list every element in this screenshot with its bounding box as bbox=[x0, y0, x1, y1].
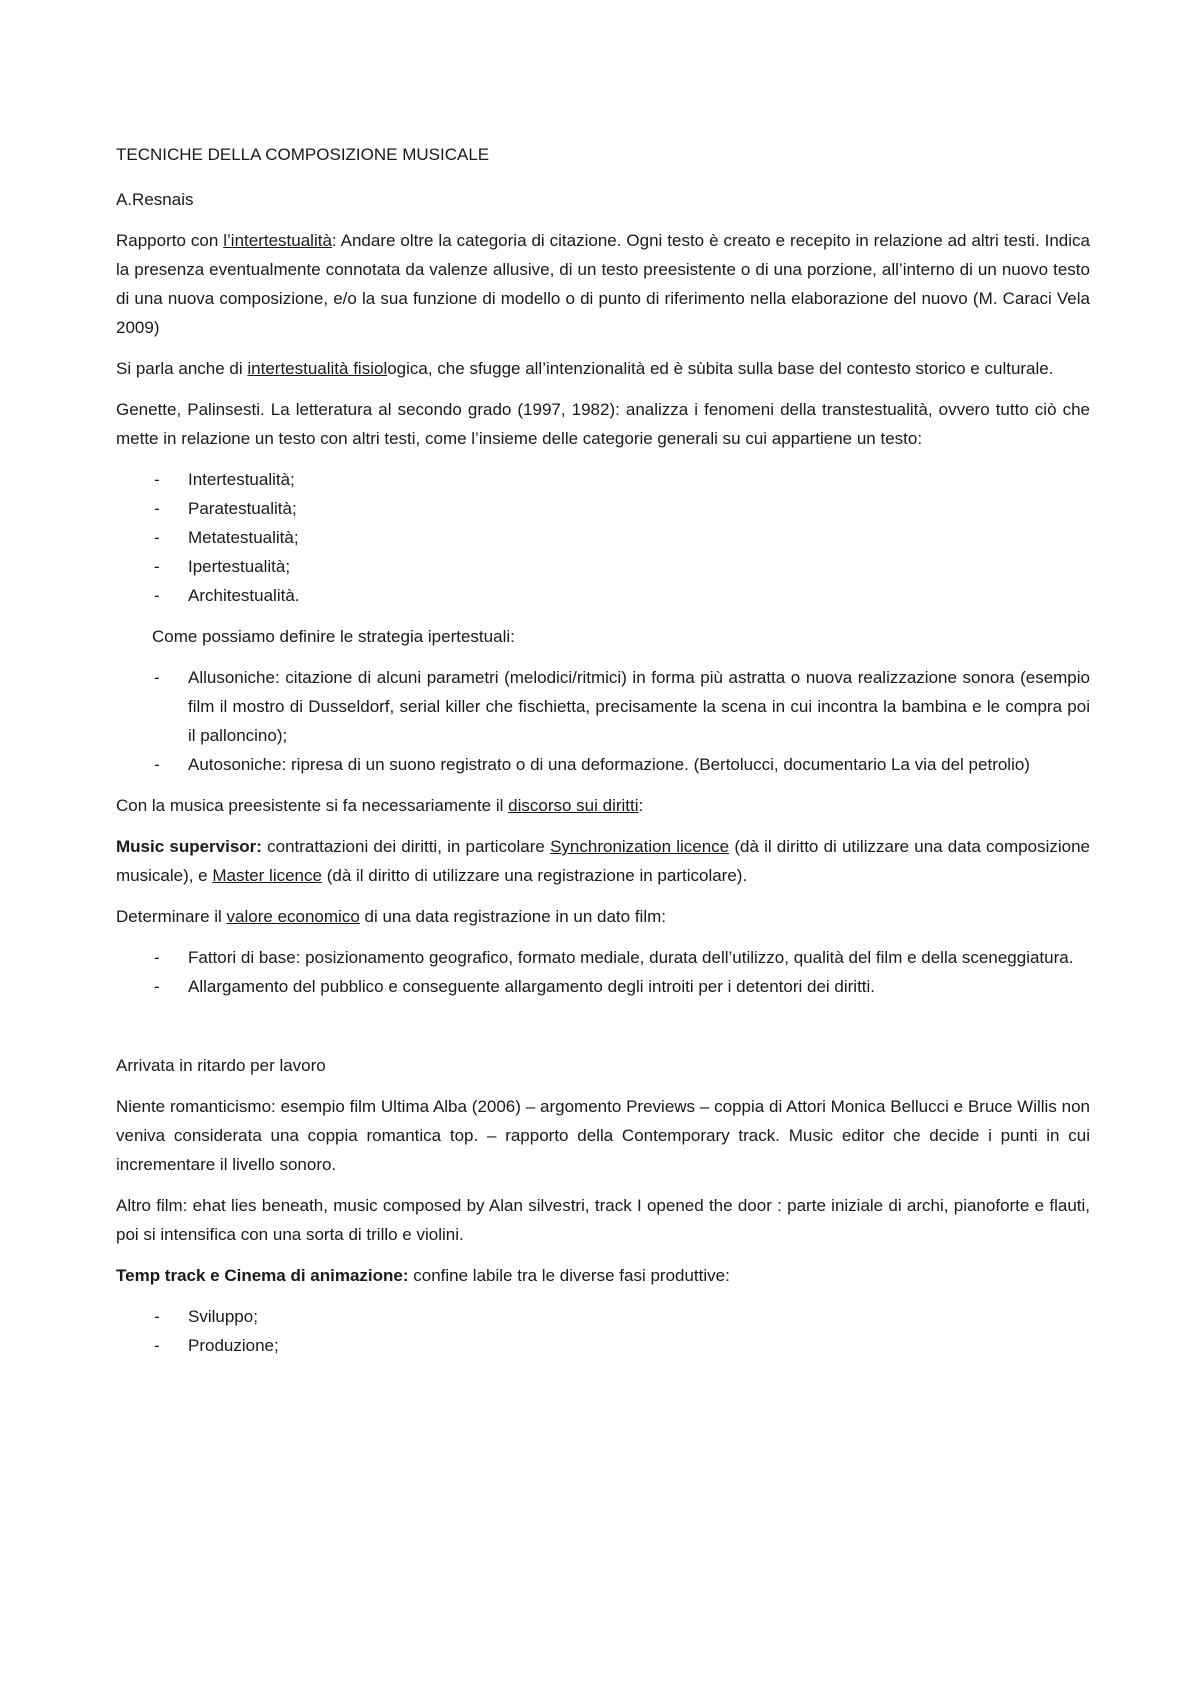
paragraph-late-note: Arrivata in ritardo per lavoro bbox=[116, 1056, 326, 1075]
paragraph-economic-value bbox=[116, 902, 1090, 931]
paragraph-strategies: Come possiamo definire le strategia ipertestuali: bbox=[152, 627, 515, 646]
text-run: ogica, che sfugge all’intenzionalità ed è sùbita sulla base del contesto storico e culturale. bbox=[387, 359, 1054, 378]
bold-term: Temp track e Cinema di animazione: bbox=[116, 1266, 409, 1285]
list-item: - Produzione; bbox=[116, 1331, 1090, 1360]
underlined-term: l’intertestualità bbox=[223, 231, 332, 250]
list-transtextuality bbox=[116, 465, 1090, 610]
underlined-term: discorso sui diritti bbox=[508, 796, 639, 815]
underlined-term: intertestualità fisiol bbox=[247, 359, 388, 378]
text-run: Si parla anche di bbox=[116, 359, 248, 378]
text-run: contrattazioni dei diritti, in particolare bbox=[261, 837, 551, 856]
list-economic-factors bbox=[116, 943, 1090, 1001]
document-page bbox=[116, 140, 1090, 1372]
paragraph-temp-track bbox=[116, 1261, 1090, 1290]
paragraph-genette: Genette, Palinsesti. La letteratura al secondo grado (1997, 1982): analizza i fenomeni della transtestualità, ovvero tutto ciò che mette in relazione un testo con altri testi, come l’insieme delle categorie generali su cui appartiene un testo: bbox=[116, 400, 1090, 448]
list-item: - Sviluppo; bbox=[116, 1302, 1090, 1331]
text-run: confine labile tra le diverse fasi produttive: bbox=[408, 1266, 730, 1285]
underlined-term: Synchronization licence bbox=[550, 837, 730, 856]
list-production-phases bbox=[116, 1302, 1090, 1360]
document-title: TECNICHE DELLA COMPOSIZIONE MUSICALE bbox=[116, 145, 490, 164]
list-item: - Paratestualità; bbox=[116, 494, 1090, 523]
text-run: Con la musica preesistente si fa necessariamente il bbox=[116, 796, 509, 815]
text-run: Determinare il bbox=[116, 907, 227, 926]
paragraph-romanticism: Niente romanticismo: esempio film Ultima Alba (2006) – argomento Previews – coppia di Attori Monica Bellucci e Bruce Willis non veniva considerata una coppia romantica top. – rapporto della Contemporary track. Music editor che decide i punti in cui incrementare il livello sonoro. bbox=[116, 1097, 1090, 1174]
paragraph-music-supervisor bbox=[116, 832, 1090, 890]
list-strategies bbox=[116, 663, 1090, 779]
bold-term: Music supervisor: bbox=[116, 837, 262, 856]
list-item: - Ipertestualità; bbox=[116, 552, 1090, 581]
text-run: : bbox=[638, 796, 644, 815]
list-item: - Allargamento del pubblico e conseguente allargamento degli introiti per i detentori dei diritti. bbox=[116, 972, 1090, 1001]
author-line: A.Resnais bbox=[116, 190, 194, 209]
list-item: - Autosoniche: ripresa di un suono registrato o di una deformazione. (Bertolucci, documentario La via del petrolio) bbox=[116, 750, 1090, 779]
list-item: - Fattori di base: posizionamento geografico, formato mediale, durata dell’utilizzo, qualità del film e della sceneggiatura. bbox=[116, 943, 1090, 972]
paragraph-other-film: Altro film: ehat lies beneath, music composed by Alan silvestri, track I opened the door : parte iniziale di archi, pianoforte e flauti, poi si intensifica con una sorta di trillo e violini. bbox=[116, 1196, 1090, 1244]
paragraph-rights bbox=[116, 791, 1090, 820]
text-run: di una data registrazione in un dato film: bbox=[359, 907, 666, 926]
list-item: - Intertestualità; bbox=[116, 465, 1090, 494]
underlined-term: valore economico bbox=[226, 907, 360, 926]
list-item: - Metatestualità; bbox=[116, 523, 1090, 552]
list-item: - Allusoniche: citazione di alcuni parametri (melodici/ritmici) in forma più astratta o nuova realizzazione sonora (esempio film il mostro di Dusseldorf, serial killer che fischietta, precisamente la scena in cui incontra la bambina e le compra poi il palloncino); bbox=[116, 663, 1090, 750]
list-item: - Architestualità. bbox=[116, 581, 1090, 610]
text-run: : Andare oltre la categoria di citazione. Ogni testo è creato e recepito in relazione ad altri testi. Indica la presenza eventualmente connotata da valenze allusive, di un testo preesistente o di una porzione, all’interno di un nuovo testo di una nuova composizione, e/o la sua funzione di modello o di punto di riferimento nella elaborazione del nuovo (M. Caraci Vela 2009) bbox=[116, 231, 1090, 337]
paragraph-intertextuality bbox=[116, 226, 1090, 342]
text-run: (dà il diritto di utilizzare una data composizione musicale), e bbox=[116, 837, 1090, 885]
underlined-term: Master licence bbox=[212, 866, 322, 885]
spacer bbox=[116, 1013, 1090, 1051]
text-run: (dà il diritto di utilizzare una registrazione in particolare). bbox=[321, 866, 748, 885]
paragraph-physiological bbox=[116, 354, 1090, 383]
text-run: Rapporto con bbox=[116, 231, 224, 250]
